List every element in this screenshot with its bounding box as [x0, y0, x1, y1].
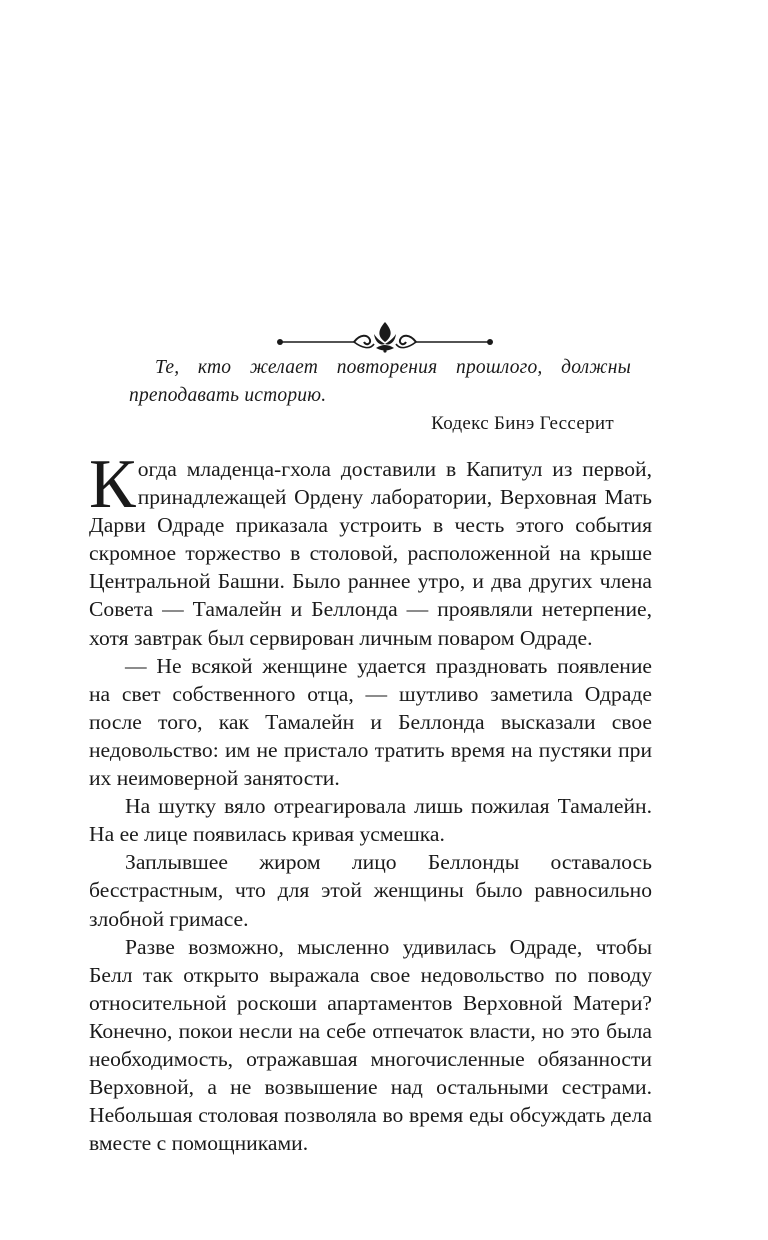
epigraph — [129, 354, 631, 410]
paragraph-2: — Не всякой женщине удается праздновать появление на свет собственного отца, — шутливо заметила Одраде после того, как Тамалейн и Беллонда высказали свое недовольство: им не пристало тратить время на пустяки при их неимоверной занятости. — [89, 653, 652, 791]
paragraph-4: Заплывшее жиром лицо Беллонды оставалось бесстрастным, что для этой женщины было равносильно злобной гримасе. — [89, 850, 652, 931]
fleuron-divider-icon — [274, 320, 496, 354]
paragraph-1 — [89, 446, 652, 652]
paragraph-5: Разве возможно, мысленно удивилась Одраде, чтобы Белл так открыто выражала свое недовольство по поводу относительной роскоши апартаментов Верховной Матери? Конечно, покои несли на себе отпечаток власти, но это была необходимость, отражавшая многочисленные обязанности Верховной, а не возвышение над остальными сестрами. Небольшая столовая позволяла во время еды обсуждать дела вместе с помощниками. — [89, 934, 652, 1156]
chapter-body — [89, 446, 652, 1157]
paragraph-1-text: огда младенца-гхола доставили в Капитул из первой, принадлежащей Ордену лаборатории, Верховная Мать Дарви Одраде приказала устроить в честь этого события скромное торжество в столовой, расположенной на крыше Центральной Башни. Было раннее утро, и два других члена Совета — Тамалейн и Беллонда — проявляли нетерпение, хотя завтрак был сервирован личным поваром Одраде. — [89, 457, 652, 650]
drop-cap: К — [89, 446, 136, 523]
paragraph-3: На шутку вяло отреагировала лишь пожилая Тамалейн. На ее лице появилась кривая усмешка. — [89, 794, 652, 847]
epigraph-text: Те, кто желает повторения прошлого, должны преподавать историю. — [129, 357, 631, 406]
epigraph-source: Кодекс Бинэ Гессерит — [431, 413, 614, 434]
